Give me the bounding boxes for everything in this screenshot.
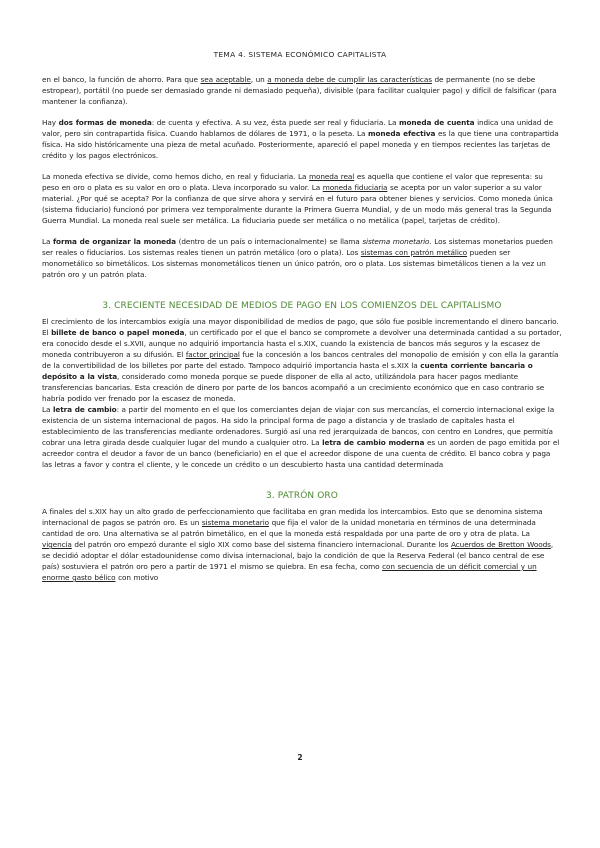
paragraph-real-fiduciary: La moneda efectiva se divide, como hemos dicho, en real y fiduciaria. La moneda real es aquella que contiene el valor que representa: su peso en oro o plata es su valor en oro o plata. Lleva incorporado su valor. La moneda fiduciaria se acepta por un valor superior a su valor material. ¿Por qué se acepta? Por la confianza de que sirve ahora y servirá en el futuro para obtener bienes y servicios. Como moneda única (sistema fiduciario) funcionó por primera vez temporalmente durante la Primera Guerra Mundial, y de un modo más general tras la Segunda Guerra Mundial. La moneda real suele ser metálica. La fiduciaria puede ser metálica o no metálica (papel, tarjetas de crédito). bbox=[42, 172, 553, 225]
paragraph-monetary-system: La forma de organizar la moneda (dentro de un país o internacionalmente) se llama sistema monetario. Los sistemas monetarios pueden ser reales o fiduciarios. Los sistemas reales tienen un patrón metálico (oro o plata). Los sistemas con patrón metálico pueden ser monometálico so bimetálicos. Los sistemas monometálicos tienen un único patrón, oro o plata. Los sistemas bimetálicos tienen a la vez un patrón oro y un patrón plata. bbox=[42, 237, 553, 279]
underlined-text: Acuerdos de Bretton Woods bbox=[451, 540, 551, 549]
underlined-text: a moneda debe de cumplir las características bbox=[267, 75, 432, 84]
bold-term: forma de organizar la moneda bbox=[52, 237, 176, 246]
section-heading-payment-means: 3. CRECIENTE NECESIDAD DE MEDIOS DE PAGO EN LOS COMIENZOS DEL CAPITALISMO bbox=[102, 301, 502, 311]
bold-term: cuenta corriente bancaria o depósito a la vista bbox=[42, 361, 533, 381]
bold-term: moneda efectiva bbox=[367, 129, 436, 138]
underlined-text: con secuencia de un déficit comercial y un enorme gasto bélico bbox=[42, 562, 537, 582]
underlined-text: sea aceptable bbox=[200, 75, 251, 84]
paragraph-money-requirements: en el banco, la función de ahorro. Para que sea aceptable, un a moneda debe de cumplir las características de permanente (no se debe estropear), portátil (no puede ser demasiado grande ni demasiado pequeña), divisible (para facilitar cualquier pago) y difícil de falsificar (para mantener la confianza). bbox=[42, 75, 557, 106]
page-content bbox=[42, 74, 562, 583]
bold-term: moneda de cuenta bbox=[399, 118, 475, 127]
page-number: 2 bbox=[297, 753, 303, 762]
bold-term: billete de banco o papel moneda bbox=[51, 328, 185, 337]
underlined-text: factor principal bbox=[185, 350, 240, 359]
underlined-text: sistema monetario bbox=[201, 518, 269, 527]
bold-term: dos formas de moneda bbox=[58, 118, 152, 127]
underlined-text: vigencia bbox=[42, 540, 72, 549]
underlined-text: moneda real bbox=[308, 172, 355, 181]
underlined-text: moneda fiduciaria bbox=[322, 183, 388, 192]
paragraph-forms-of-money: Hay dos formas de moneda: de cuenta y efectiva. A su vez, ésta puede ser real y fiduciaria. La moneda de cuenta indica una unidad de valor, pero sin contrapartida física. Cuando hablamos de dólares de 1971, o la peseta. La moneda efectiva es la que tiene una contrapartida física. Ha sido históricamente una pieza de metal acuñado. Posteriormente, apareció el papel moneda y en tiempos recientes las tarjetas de crédito y los pagos electrónicos. bbox=[42, 118, 559, 160]
paragraph-banknotes: El crecimiento de los intercambios exigía una mayor disponibilidad de medios de pago, que sólo fue posible incrementando el dinero bancario. El billete de banco o papel moneda, un certificado por el que el banco se compromete a devolver una determinada cantidad a su portador, era conocido desde el s.XVII, aunque no adquirió importancia hasta el s.XIX, cuando la existencia de bancos más seguros y la escasez de moneda contribuyeron a su difusión. El factor principal fue la concesión a los bancos centrales del monopolio de emisión y con ella la garantía de la convertibilidad de los billetes por parte del estado. Tampoco adquirió importancia hasta el s.XIX la cuenta corriente bancaria o depósito a la vista, considerado como moneda porque se puede disponer de ella al acto, utilizándola para hacer pagos mediante transferencias bancarias. Esta creación de dinero por parte de los bancos acompañó a un crecimiento económico que en caso contrario se habría podido ver frenado por la escasez de moneda. bbox=[42, 317, 562, 403]
section-heading-gold-standard: 3. PATRÓN ORO bbox=[266, 491, 338, 501]
paragraph-gold-standard: A finales del s.XIX hay un alto grado de perfeccionamiento que facilitaba en gran medida los intercambios. Esto que se denomina sistema internacional de pagos se patrón oro. Es un sistema monetario que fija el valor de la unidad monetaria en términos de una determinada cantidad de oro. Una alternativa se al patrón bimetálico, en el que la moneda está respaldada por una parte de oro y otra de plata. La vigencia del patrón oro empezó durante el siglo XIX como base del sistema financiero internacional. Durante los Acuerdos de Bretton Woods, se decidió adoptar el dólar estadounidense como divisa internacional, bajo la condición de que la Reserva Federal (el banco central de ese país) sostuviera el patrón oro pero a partir de 1971 el mismo se quiebra. En esa fecha, como con secuencia de un déficit comercial y un enorme gasto bélico con motivo bbox=[42, 507, 554, 582]
bold-term: letra de cambio moderna bbox=[322, 438, 425, 447]
page-header: TEMA 4. SISTEMA ECONÓMICO CAPITALISTA bbox=[213, 50, 387, 59]
italic-term: sistema monetario bbox=[362, 237, 430, 246]
underlined-text: sistemas con patrón metálico bbox=[360, 248, 468, 257]
bold-term: letra de cambio bbox=[52, 405, 117, 414]
paragraph-bill-of-exchange: La letra de cambio: a partir del momento en el que los comerciantes dejan de viajar con sus mercancías, el comercio internacional exige la existencia de un sistema internacional de pagos. Ha sido la principal forma de pago a distancia y de traslado de capitales hasta el establecimiento de las transferencias mediante ordenadores. Surgió así una red jerarquizada de bancos, con centro en Londres, que permitía cobrar una letra girada desde cualquier lugar del mundo a cualquier otro. La letra de cambio moderna es un aorden de pago emitida por el acreedor contra el deudor a favor de un banco (beneficiario) en el que el acreedor dispone de una cuenta de crédito. El banco cobra y paga las letras a favor y contra el cliente, y le concede un crédito o un descubierto hasta una cantidad determinada bbox=[42, 405, 560, 469]
